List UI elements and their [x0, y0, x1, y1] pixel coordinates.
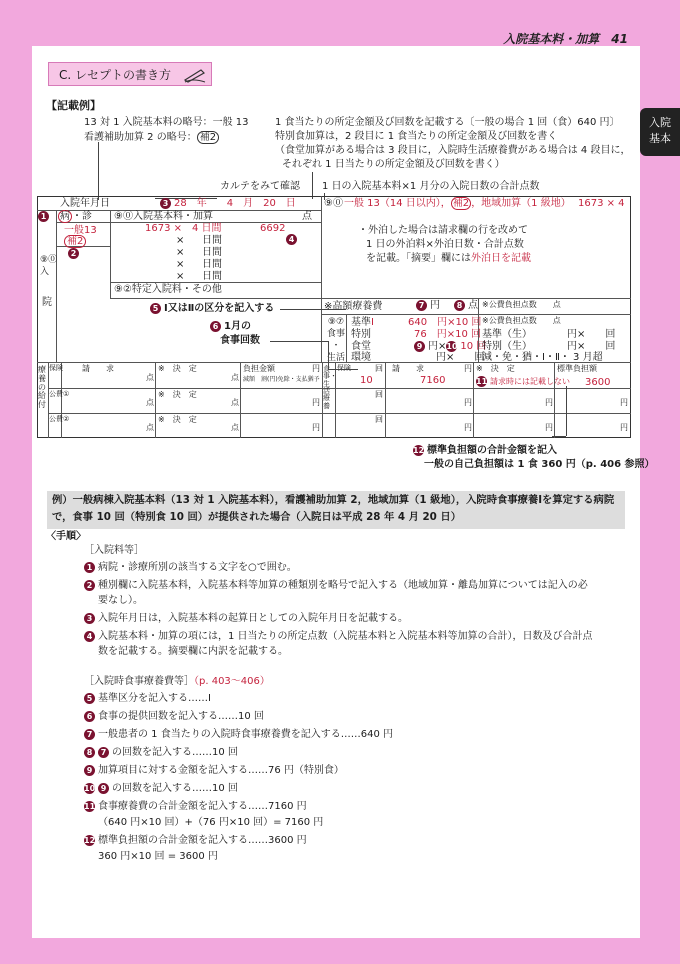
gen-menjo: 減・免・猶・Ⅰ・Ⅱ・ 3 月超	[482, 352, 603, 363]
gaihaku-3	[366, 252, 531, 266]
kijun-sei: 基準（生） 円× 回	[482, 329, 616, 340]
gaihaku-3-text: を記載。「摘要」欄には	[366, 253, 471, 264]
seikyu-a-ten: 点	[146, 373, 154, 382]
kettei-note-text: 請求時には記載しない	[490, 377, 570, 386]
hoken-a: 保険	[49, 364, 63, 372]
futan-a-sub: 減額 割(円)免除・支払猶予	[243, 376, 320, 383]
kijun-val: Ⅰ	[371, 317, 374, 328]
badge-11: 11	[476, 377, 488, 386]
seikyu-a: 請 求	[82, 364, 114, 373]
kaisu-val: 10	[360, 375, 373, 386]
rec-label: 療養の給付	[38, 365, 46, 410]
step-7-text: 一般患者の 1 食当たりの入院時食事療養費を記入する……640 円	[98, 729, 393, 740]
kai-b: 回	[375, 364, 383, 373]
gaihaku-1: ・外泊した場合は請求欄の行を改めて	[358, 225, 528, 236]
row4-days: 日間	[202, 259, 222, 270]
right-pts: 1673 × 4	[578, 198, 625, 209]
leader	[98, 142, 99, 200]
hyojun-label: 標準負担額	[557, 364, 597, 373]
meal-row4: 円× 回	[436, 352, 485, 363]
kettei-note	[476, 376, 570, 388]
group2-title-text: ［入院時食事療養費等］	[84, 676, 194, 687]
step-12a-text: 標準負担額の合計金額を記入する……3600 円	[98, 835, 307, 846]
kogaku-ten: 点	[468, 300, 478, 311]
kohi2-kettei-ten: 点	[231, 423, 239, 432]
step-11b: （640 円×10 回）+（76 円×10 回）= 7160 円	[98, 817, 324, 828]
group2-title	[84, 675, 270, 689]
callout-6a-text: 1月の	[224, 321, 251, 332]
subheading: 【記載例】	[46, 99, 101, 112]
kankyo-label: 環境	[351, 352, 371, 363]
row5-x: ×	[176, 271, 185, 282]
gaihaku-2: 1 日の外泊料×外泊日数・合計点数	[366, 239, 524, 250]
tokubetsu-label: 特別	[351, 329, 371, 340]
step-4b: 数を記載する。摘要欄に内訳を記載する。	[98, 646, 288, 657]
admit-value-text: 28 年 4 月 20 日	[174, 198, 296, 209]
step-11a: 11 食事療養費の合計金額を記入する……7160 円	[84, 801, 307, 812]
kohi2-kai: 回	[375, 415, 383, 424]
hyojun-val: 3600	[585, 377, 611, 388]
step-12a: 12 標準負担額の合計金額を記入する……3600 円	[84, 835, 307, 846]
leader	[270, 341, 328, 342]
seikyu-val: 7160	[420, 375, 446, 386]
row3-days: 日間	[202, 247, 222, 258]
ho2-code: 補2	[64, 235, 86, 248]
note-r4: それぞれ 1 日当たりの所定金額及び回数を書く）	[282, 159, 505, 170]
step-1: 1 病院・診療所別の該当する文字を○で囲む。	[84, 561, 297, 575]
kettei-a-ten: 点	[231, 373, 239, 382]
row1-a: 1673 ×	[145, 223, 183, 234]
nyuin-label: ⑨⓪入	[40, 255, 58, 277]
note-hojo	[84, 131, 219, 145]
step-12b: 360 円×10 回 = 3600 円	[98, 851, 218, 862]
kettei-a: ※ 決 定	[158, 364, 197, 373]
right-line-b: ，地域加算（1 級地）	[471, 198, 571, 209]
kohi2-seikyu-en: 円	[464, 423, 472, 432]
admit-value	[160, 197, 296, 211]
step-10-text: の回数を記入する……10 回	[112, 783, 238, 794]
kihon-ten: 点	[302, 211, 312, 222]
meal-row2-text: 76 円×10 回	[414, 329, 482, 340]
row3-x: ×	[176, 247, 185, 258]
badge-9: 9	[414, 341, 425, 352]
form-line	[321, 196, 322, 362]
badge-3: 3	[160, 198, 171, 209]
right-line	[344, 197, 571, 211]
note-r1: 1 食当たりの所定金額及び回数を記載する〔一般の場合 1 回（食）640 円〕	[275, 117, 620, 128]
badge-4: 4	[286, 233, 300, 247]
callout-5-text: Ⅰ又はⅡの区分を記入する	[164, 303, 275, 314]
tokubetsu-sei: 特別（生） 円× 回	[482, 341, 616, 352]
step-2a: 2 種別欄に入院基本料，入院基本料等加算の種類別を略号で記入する（地域加算・離島加算については記入の必	[84, 579, 588, 593]
step-8-text: の回数を記入する……10 回	[112, 747, 238, 758]
kijun-label: 基準	[351, 317, 371, 328]
form-line	[346, 314, 347, 362]
form-line	[48, 413, 631, 414]
side-tab[interactable]	[640, 108, 680, 156]
step-10: 10 9 の回数を記入する……10 回	[84, 783, 238, 794]
callout-12b: 一般の自己負担額は 1 食 360 円（p. 406 参照）	[424, 459, 655, 470]
futan-a: 負担金額	[243, 364, 275, 373]
note-karte: カルテをみて確認	[220, 181, 300, 192]
step-3-text: 入院年月日は，入院基本料の起算日としての入院年月日を記載する。	[98, 613, 408, 624]
side-tab-line2: 基本	[649, 132, 671, 145]
step-6: 6 食事の提供回数を記入する……10 回	[84, 710, 264, 724]
kohi2-kome: ※ 決 定	[158, 415, 197, 424]
kohi1-label: 公費①	[49, 390, 70, 398]
step-5: 5 基準区分を記入する……Ⅰ	[84, 692, 211, 706]
kogaku-en-text: 円	[430, 300, 440, 311]
row1-b-text: 4 日間	[192, 223, 222, 234]
note-daily: 1 日の入院基本料×1 月分の入院日数の合計点数	[322, 181, 540, 192]
step-7: 7 一般患者の 1 食当たりの入院時食事療養費を記入する……640 円	[84, 728, 393, 742]
example-line2: で，食事 10 回（特別食 10 回）が提供された場合（入院日は平成 28 年 4 月 20 日）	[52, 511, 462, 523]
kohi1-hyojun-en: 円	[620, 398, 628, 407]
form-line	[110, 298, 321, 299]
callout-12a-text: 標準負担額の合計金額を記入	[427, 445, 557, 456]
note-r3: （食堂加算がある場合は 3 段目に，入院時生活療養費がある場合は 4 段目に，	[275, 145, 631, 156]
leader	[312, 172, 313, 199]
badge-7: 7	[416, 300, 427, 311]
kettei-b: ※ 決 定	[476, 364, 515, 373]
step-9: 9 加算項目に対する金額を記入する……76 円（特別食）	[84, 764, 344, 778]
section-title-text: C. レセプトの書き方	[59, 68, 172, 82]
kihon-label: ⑨⓪入院基本料・加算	[114, 211, 213, 222]
meal-row1-text: 640 円×10 回	[408, 317, 482, 328]
admit-label: 入院年月日	[60, 198, 110, 209]
pen-icon	[183, 66, 207, 84]
form-line	[554, 362, 555, 438]
meal-row3-b: 10 回	[460, 341, 487, 352]
kohi2-label: 公費②	[49, 415, 70, 423]
kohi1-ten: 点	[146, 398, 154, 407]
in-label: 院	[42, 297, 52, 308]
ippan-code: 一般13	[64, 225, 97, 236]
meal-row3-a: 円×	[428, 341, 447, 352]
row4-x: ×	[176, 259, 185, 270]
right-90: ⑨⓪	[324, 198, 343, 209]
ward-byo: 病	[60, 211, 70, 222]
ward-shin: 診	[82, 211, 92, 222]
badge-1: 1	[38, 210, 52, 224]
step-11a-text: 食事療養費の合計金額を記入する……7160 円	[98, 801, 307, 812]
badge-12: 12	[413, 445, 425, 455]
kohi-1: ※公費負担点数 点	[482, 300, 561, 309]
leader	[280, 309, 346, 310]
badge-10: 10	[446, 341, 458, 351]
shokuji-label: ⑨⑦ 食事 ・ 生活	[326, 317, 345, 364]
seikyu-b-en: 円	[464, 364, 472, 373]
kohi2-hyojun-en: 円	[620, 423, 628, 432]
right-line-mark: 補2	[452, 198, 470, 209]
step-6-text: 食事の提供回数を記入する……10 回	[98, 711, 264, 722]
step-8: 8 7 の回数を記入する……10 回	[84, 746, 238, 760]
shokudo-label: 食堂	[351, 341, 371, 352]
badge-2: 2	[68, 247, 82, 261]
futan-a-en: 円	[312, 364, 320, 373]
leader	[552, 436, 566, 437]
step-4a-text: 入院基本料・加算の項には，1 日当たりの所定点数（入院基本料と入院基本料等加算の合計），日数及び合計点	[98, 631, 593, 642]
form-line	[240, 362, 241, 438]
badge-8: 8	[454, 300, 465, 311]
group2-ref: （p. 403〜406）	[194, 676, 270, 687]
kohi1-kettei-en: 円	[545, 398, 553, 407]
kohi1-seikyu-en: 円	[464, 398, 472, 407]
step-2a-text: 種別欄に入院基本料，入院基本料等加算の種類別を略号で記入する（地域加算・離島加算については記入の必	[98, 580, 588, 591]
kogaku-label: ※高額療養費	[324, 301, 383, 312]
callout-5	[150, 302, 274, 316]
hoken-b: 保険	[337, 364, 351, 372]
leader	[328, 369, 358, 370]
note-ippan: 13 対 1 入院基本料の略号：一般 13	[84, 117, 249, 128]
step-2b: 要なし）。	[98, 595, 143, 606]
form-line	[473, 362, 474, 438]
kohi1-en: 円	[312, 398, 320, 407]
step-10-ref: 9	[98, 783, 109, 794]
ward-type: 病 ・診	[60, 211, 92, 222]
tokutei-label: ⑨②特定入院料・その他	[114, 284, 222, 295]
procedure-title: 〈手順〉	[46, 531, 86, 542]
seikyu-b: 請 求	[392, 364, 424, 373]
shokuji-seikatsu-label: 食事・生活療養	[323, 365, 337, 410]
row2-x: ×	[176, 235, 185, 246]
row5-days: 日間	[202, 271, 222, 282]
kohi2-ten: 点	[146, 423, 154, 432]
form-line	[110, 210, 111, 298]
callout-6a	[210, 320, 251, 334]
note-hojo-text: 看護補助加算 2 の略号：	[84, 132, 197, 143]
callout-12a	[413, 444, 557, 458]
side-tab-line1: 入院	[649, 116, 671, 129]
step-4a: 4 入院基本料・加算の項には，1 日当たりの所定点数（入院基本料と入院基本料等加算の合計），日数及び合計点	[84, 630, 593, 644]
row1-pts: 6692	[260, 223, 286, 234]
right-line-a: 一般 13（14 日以内），	[344, 198, 451, 209]
form-line	[385, 362, 386, 438]
badge-6: 6	[210, 321, 221, 332]
note-hojo-mark: 補2	[197, 131, 219, 144]
page-header: 入院基本料・加算 41	[503, 32, 628, 46]
step-5-text: 基準区分を記入する……Ⅰ	[98, 693, 211, 704]
note-r2: 特別食加算は，2 段目に 1 食当たりの所定金額及び回数を書く	[275, 131, 558, 142]
badge-5: 5	[150, 303, 161, 314]
kohi1-kai: 回	[375, 390, 383, 399]
step-3: 3 入院年月日は，入院基本料の起算日としての入院年月日を記載する。	[84, 612, 408, 626]
kohi2-en: 円	[312, 423, 320, 432]
step-8-ref: 7	[98, 747, 109, 758]
kogaku-en	[416, 299, 478, 313]
example-line1: 例）一般病棟入院基本料（13 対 1 入院基本料），看護補助加算 2，地域加算（1 級地），入院時食事療養Ⅰを算定する病院	[52, 494, 615, 506]
form-line	[321, 314, 631, 315]
section-title	[48, 62, 212, 86]
gaihaku-3-red: 外泊日を記載	[471, 253, 531, 264]
step-1-text: 病院・診療所別の該当する文字を○で囲む。	[98, 562, 297, 573]
step-9-text: 加算項目に対する金額を記入する……76 円（特別食）	[98, 765, 344, 776]
group1-title: ［入院料等］	[84, 545, 144, 556]
leader	[566, 386, 567, 436]
kohi2-kettei-en: 円	[545, 423, 553, 432]
leader	[328, 341, 329, 369]
form-line	[56, 210, 57, 362]
kohi1-kome: ※ 決 定	[158, 390, 197, 399]
callout-6b: 食事回数	[220, 335, 260, 346]
form-line	[48, 388, 631, 389]
row2-days: 日間	[202, 235, 222, 246]
kohi1-kettei-ten: 点	[231, 398, 239, 407]
kohi-2: ※公費負担点数 点	[482, 316, 561, 325]
form-line	[155, 362, 156, 438]
